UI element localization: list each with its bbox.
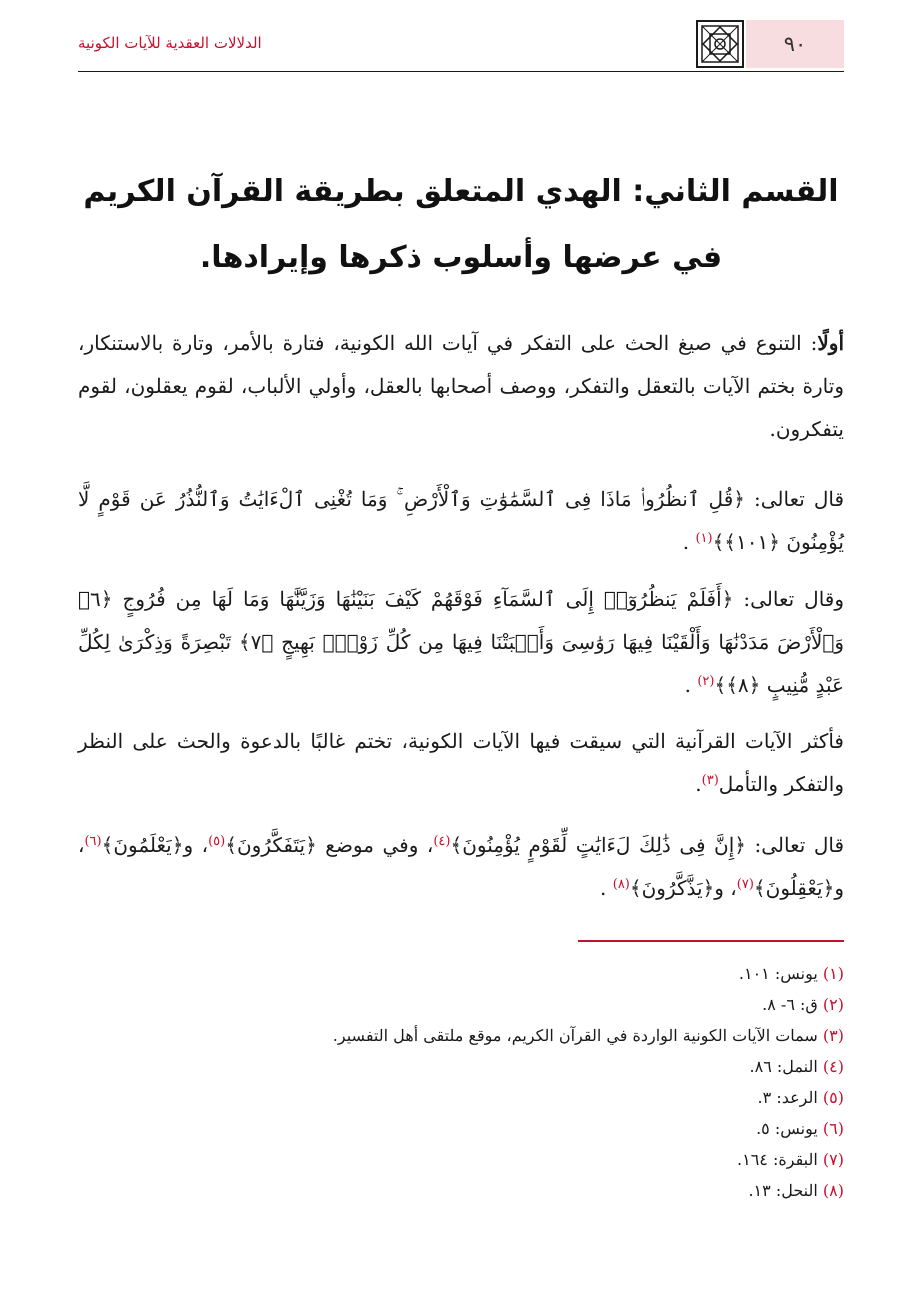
connector-text: ، و [183,833,209,857]
page-number-box [746,20,844,68]
footnote-number: (٣) [822,1026,844,1045]
paragraph-lead: أولًا [817,331,844,355]
paragraph-text: : التنوع في صيغ الحث على التفكر في آيات الله الكونية، فتارة بالأمر، وتارة بالاستنكار، وتارة بختم الآيات بالتعقل والتفكر، ووصف أصحابها بالعقل، وأولي الألباب، لقوم يعقلون، لقوم يتفكرون. [78,331,844,441]
footnote-number: (٢) [822,995,844,1014]
footnote-separator [578,940,844,942]
page-number: ٩٠ [783,32,807,56]
quran-word: ﴿يَتَفَكَّرُونَ﴾ [225,833,317,857]
footnote-item [78,1051,844,1082]
connector-text: ، وفي موضع [316,833,434,857]
footnote-number: (٤) [822,1057,844,1076]
paragraph-2: قال تعالى: ﴿قُلِ ٱنظُرُوا۟ مَاذَا فِى ٱلسَّمَٰوَٰتِ وَٱلْأَرْضِ ۚ وَمَا تُغْنِى ٱلْءَايَٰتُ وَٱلنُّذُرُ عَن قَوْمٍ لَّا يُؤْمِنُونَ ﴿١٠١﴾﴾$^{(١)}$ . [78,487,845,554]
quote-intro: قال تعالى: [746,833,845,857]
footnote-text: البقرة: ١٦٤. [737,1150,818,1169]
footnote-item [78,958,844,989]
quran-verse: ﴿أَفَلَمْ يَنظُرُوٓا۟ إِلَى ٱلسَّمَآءِ فَوْقَهُمْ كَيْفَ بَنَيْنَٰهَا وَزَيَّنَّٰهَا وَمَا لَهَا مِن فُرُوجٍ ﴿٦﴾ وَٱلْأَرْضَ مَدَدْنَٰهَا وَأَلْقَيْنَا فِيهَا رَوَٰسِىَ وَأَنۢبَتْنَا فِيهَا مِن كُلِّ زَوْجٍۭ بَهِيجٍ ﴿٧﴾ تَبْصِرَةً وَذِكْرَىٰ لِكُلِّ عَبْدٍ مُّنِيبٍ ﴿٨﴾﴾ [78,587,845,697]
footnote-ref: (٥) [208,834,226,849]
paragraph-5: قال تعالى: ﴿إِنَّ فِى ذَٰلِكَ لَءَايَٰتٍ لِّقَوْمٍ يُؤْمِنُونَ﴾$^{(٤)}$، وفي موضع ﴿يَتَفَكَّرُونَ﴾$^{(٥)}$، و﴿يَعْلَمُونَ﴾$^{(٦)}$، و﴿يَعْقِلُونَ﴾$^{(٧)}$، و﴿يَذَّكَّرُونَ﴾$^{(٨)}$ . [78,833,845,900]
paragraph-4: فأكثر الآيات القرآنية التي سيقت فيها الآيات الكونية، تختم غالبًا بالدعوة والحث على النظر والتفكر والتأمل$^{(٣)}$. [78,729,844,796]
quran-verse: ﴿إِنَّ فِى ذَٰلِكَ لَءَايَٰتٍ لِّقَوْمٍ يُؤْمِنُونَ﴾ [450,833,747,857]
connector-text: ، و [78,833,844,900]
header-rule [78,71,844,72]
footnote-number: (٦) [822,1119,844,1138]
footnote-number: (٧) [822,1150,844,1169]
geometric-ornament-icon [696,20,744,68]
footnote-ref: (٧) [736,877,754,892]
footnote-item [78,989,844,1020]
footnote-text: ق: ٦- ٨. [762,995,818,1014]
paragraph-text: فأكثر الآيات القرآنية التي سيقت فيها الآيات الكونية، تختم غالبًا بالدعوة والحث على النظر والتفكر والتأمل [78,729,844,796]
footnote-item [78,1113,844,1144]
footnote-item [78,1020,844,1051]
footnote-ref: (٢) [697,674,715,689]
footnote-ref: (٦) [84,834,102,849]
section-heading-line-1: القسم الثاني: الهدي المتعلق بطريقة القرآن الكريم [83,174,839,209]
quote-intro: وقال تعالى: [733,587,845,611]
page-header [78,20,844,70]
footnote-text: النمل: ٨٦. [749,1057,818,1076]
quran-word: ﴿يَعْلَمُونَ﴾ [101,833,184,857]
footnote-text: يونس: ٥. [756,1119,818,1138]
footnote-ref: (٤) [433,834,451,849]
footnote-text: الرعد: ٣. [757,1088,818,1107]
footnote-item [78,1082,844,1113]
paragraph-3: وقال تعالى: ﴿أَفَلَمْ يَنظُرُوٓا۟ إِلَى ٱلسَّمَآءِ فَوْقَهُمْ كَيْفَ بَنَيْنَٰهَا وَزَيَّنَّٰهَا وَمَا لَهَا مِن فُرُوجٍ ﴿٦﴾ وَٱلْأَرْضَ مَدَدْنَٰهَا وَأَلْقَيْنَا فِيهَا رَوَٰسِىَ وَأَنۢبَتْنَا فِيهَا مِن كُلِّ زَوْجٍۭ بَهِيجٍ ﴿٧﴾ تَبْصِرَةً وَذِكْرَىٰ لِكُلِّ عَبْدٍ مُّنِيبٍ ﴿٨﴾﴾$^{(٢)}$ . [78,587,845,697]
footnote-ref: (٨) [612,877,630,892]
section-heading-line-2: في عرضها وأسلوب ذكرها وإيرادها. [199,240,723,275]
footnote-ref: (١) [695,531,713,546]
quran-verse: ﴿قُلِ ٱنظُرُوا۟ مَاذَا فِى ٱلسَّمَٰوَٰتِ وَٱلْأَرْضِ ۚ وَمَا تُغْنِى ٱلْءَايَٰتُ وَٱلنُّذُرُ عَن قَوْمٍ لَّا يُؤْمِنُونَ ﴿١٠١﴾﴾ [78,487,844,554]
paragraph-1 [78,322,844,451]
footnote-ref: (٣) [701,773,719,788]
footnote-number: (١) [822,964,844,983]
footnote-text: النحل: ١٣. [748,1181,818,1200]
footnotes [78,958,844,1206]
footnote-text: سمات الآيات الكونية الواردة في القرآن الكريم، موقع ملتقى أهل التفسير. [332,1026,818,1045]
connector-text: ، و [714,876,737,900]
quran-word: ﴿يَذَّكَّرُونَ﴾ [629,876,715,900]
footnote-text: يونس: ١٠١. [738,964,818,983]
footnote-number: (٨) [822,1181,844,1200]
running-title: الدلالات العقدية للآيات الكونية [78,34,262,52]
footnote-number: (٥) [822,1088,844,1107]
footnote-item [78,1175,844,1206]
footnote-item [78,1144,844,1175]
quote-intro: قال تعالى: [744,487,845,511]
quran-word: ﴿يَعْقِلُونَ﴾ [753,876,835,900]
